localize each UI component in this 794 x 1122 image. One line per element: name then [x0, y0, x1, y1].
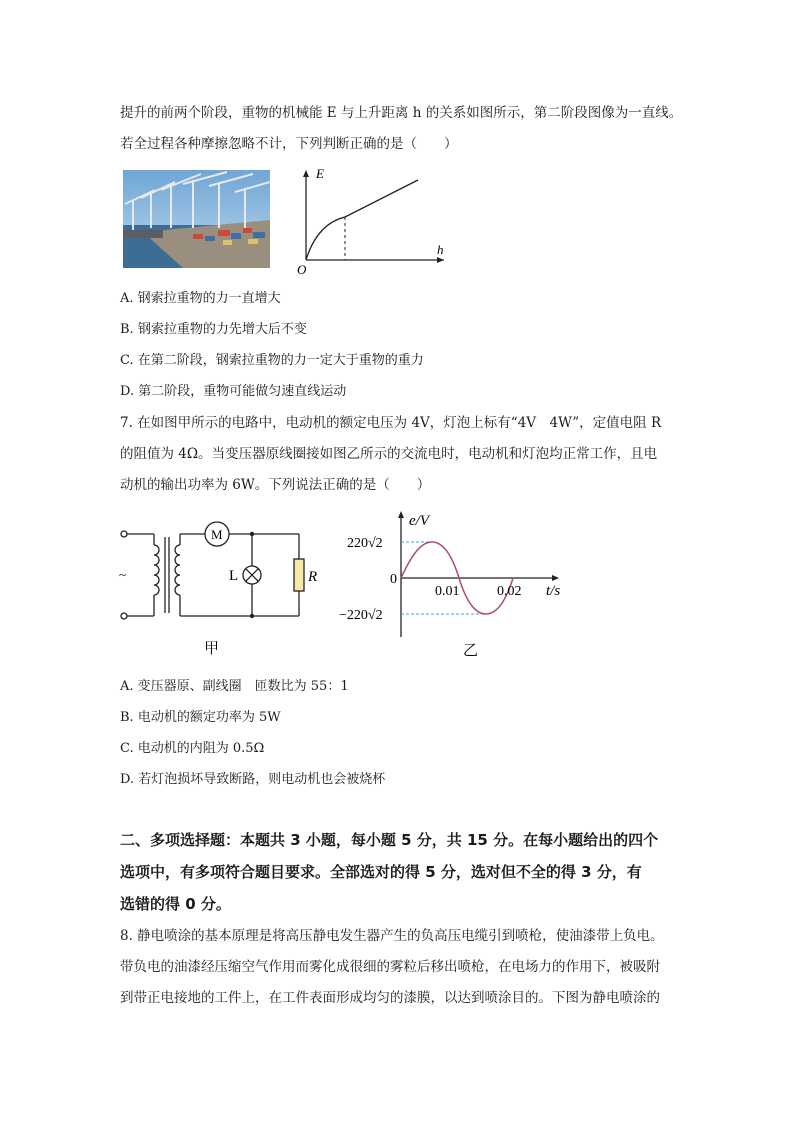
section-2-heading-line-1: 二、多项选择题：本题共 3 小题，每小题 5 分，共 15 分。在每小题给出的四个: [120, 831, 659, 849]
wave-pos-peak-label: 220√2: [347, 536, 383, 551]
q8-text-line-2: 带负电的油漆经压缩空气作用而雾化成很细的雾粒后移出喷枪，在电场力的作用下，被吸附: [120, 959, 660, 975]
wave-tick-1: 0.01: [435, 584, 460, 599]
q6-text-line-1: 提升的前两个阶段，重物的机械能 E 与上升距离 h 的关系如图所示，第二阶段图像为一直线。: [120, 105, 683, 121]
q7-text-line-3: 动机的输出功率为 6W。下列说法正确的是（ ）: [120, 477, 431, 493]
wave-tick-2: 0.02: [497, 584, 522, 599]
q7-option-b: B. 电动机的额定功率为 5W: [120, 710, 281, 725]
port-crane-photo: [123, 170, 270, 268]
graph-x-label: h: [437, 242, 444, 257]
ac-voltage-waveform: [335, 505, 575, 665]
wave-caption: 乙: [463, 643, 479, 659]
section-2-heading-line-3: 选错的得 0 分。: [120, 895, 231, 913]
q7-option-c: C. 电动机的内阻为 0.5Ω: [120, 741, 265, 756]
graph-y-label: E: [316, 166, 324, 181]
q7-text-line-2: 的阻值为 4Ω。当变压器原线圈接如图乙所示的交流电时，电动机和灯泡均正常工作，且电: [120, 446, 658, 462]
q6-option-d: D. 第二阶段，重物可能做匀速直线运动: [120, 384, 347, 399]
q8-text-line-3: 到带正电接地的工件上，在工件表面形成均匀的漆膜，以达到喷涂目的。下图为静电喷涂的: [120, 990, 660, 1006]
graph-origin-label: O: [297, 262, 307, 277]
q7-option-d: D. 若灯泡损坏导致断路，则电动机也会被烧杯: [120, 772, 386, 787]
energy-height-graph: [292, 162, 452, 278]
q6-option-c: C. 在第二阶段，钢索拉重物的力一定大于重物的重力: [120, 353, 424, 368]
motor-label: M: [211, 527, 223, 542]
q7-text-line-1: 7. 在如图甲所示的电路中，电动机的额定电压为 4V，灯泡上标有“4V 4W”，定值电阻 R: [120, 415, 662, 431]
lamp-label: L: [229, 568, 239, 584]
q8-text-line-1: 8. 静电喷涂的基本原理是将高压静电发生器产生的负高压电缆引到喷枪，使油漆带上负电。: [120, 928, 664, 944]
wave-neg-peak-label: −220√2: [339, 608, 383, 623]
circuit-diagram: [112, 515, 322, 660]
ac-source-symbol: ~: [119, 567, 127, 582]
section-2-heading-line-2: 选项中，有多项符合题目要求。全部选对的得 5 分，选对但不全的得 3 分，有: [120, 863, 642, 881]
q7-option-a: A. 变压器原、副线圈 匝数比为 55：1: [120, 679, 349, 694]
circuit-caption: 甲: [204, 641, 220, 657]
q6-option-b: B. 钢索拉重物的力先增大后不变: [120, 322, 307, 337]
resistor-label: R: [308, 569, 318, 585]
q6-text-line-2: 若全过程各种摩擦忽略不计，下列判断正确的是（ ）: [120, 136, 458, 152]
q6-option-a: A. 钢索拉重物的力一直增大: [120, 291, 281, 306]
wave-y-label: e/V: [409, 513, 429, 529]
wave-zero-label: 0: [390, 572, 397, 587]
wave-x-label: t/s: [546, 583, 561, 599]
